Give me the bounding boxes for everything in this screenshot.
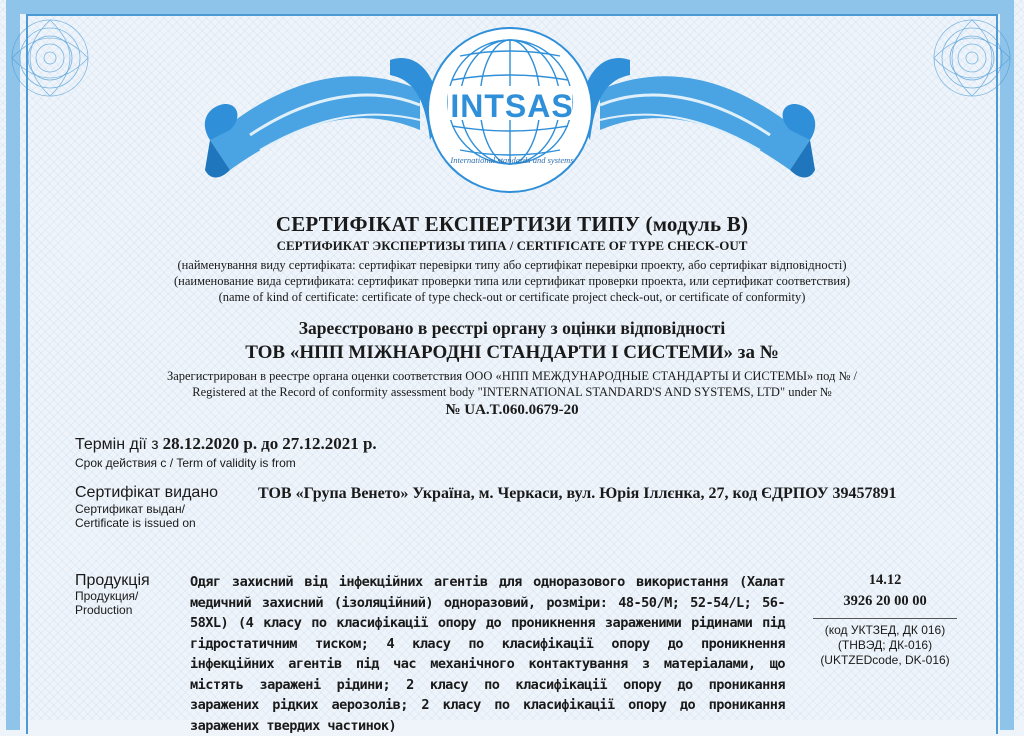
issued-label: Сертифікат видано xyxy=(75,484,219,501)
registry-line-1: Зареєстровано в реєстрі органу з оцінки відповідності xyxy=(298,318,726,338)
code-dk016: 14.12 xyxy=(868,572,902,588)
product-sub-1: Продукция/ xyxy=(75,589,139,603)
product-description: Одяг захисний від інфекційних агентів для одноразового використання (Халат медичний захисний (ізоляційний) одноразовий, розміри: 48-50/M; 52-54/L; 56-58XL) (4 класу по класифікації опору до проникнення зараженими рідинами під гідростатичним тиском; 4 класу по класифікації опору до проникнення інфекційних агентів під час механічного контактування з матеріалами, що містять заражені рідини; 2 класу по класифікації опору до проникання заражених рідких аерозолів; 2 класу по класифікації опору до проникання заражених твердих частинок) xyxy=(190,574,785,734)
registry-line-3: Зарегистрирован в реестре органа оценки соответствия ООО «НПП МЕЖДУНАРОДНЫЕ СТАНДАРТЫ И СИСТЕМЫ» под № / xyxy=(166,369,858,383)
kind-ua: (найменування виду сертифіката: сертифікат перевірки типу або сертифікат перевірки проекту, або сертифікат відповідності) xyxy=(177,258,847,272)
term-to-word: до xyxy=(261,434,279,453)
term-from: 28.12.2020 р. xyxy=(162,434,258,453)
certificate-subtitle: СЕРТИФИКАТ ЭКСПЕРТИЗЫ ТИПА / CERTIFICATE OF TYPE CHECK-OUT xyxy=(276,238,748,253)
issued-value: ТОВ «Група Венето» Україна, м. Черкаси, вул. Юрія Іллєнка, 27, код ЄДРПОУ 39457891 xyxy=(258,485,897,502)
code-sub-2: (ТНВЭД; ДК-016) xyxy=(837,638,933,652)
kind-ru: (наименование вида сертификата: сертификат проверки типа или сертификат проверки проекта, или сертификат соответствия) xyxy=(174,274,850,288)
certificate-title: СЕРТИФІКАТ ЕКСПЕРТИЗИ ТИПУ (модуль В) xyxy=(275,212,749,236)
code-sub-1: (код УКТЗЕД, ДК 016) xyxy=(824,623,946,637)
issued-sub-1: Сертификат выдан/ xyxy=(75,502,185,516)
logo-name: INTSAS xyxy=(450,88,574,124)
kind-en: (name of kind of certificate: certificate of type check-out or certificate project check-out, or certificate of conformity) xyxy=(218,290,806,304)
registry-line-4: Registered at the Record of conformity assessment body "INTERNATIONAL STANDARD'S AND SYSTEMS, LTD" under № xyxy=(192,385,832,399)
rosette-right-icon xyxy=(920,8,1015,118)
product-sub-2: Production xyxy=(75,603,133,617)
issued-sub-2: Certificate is issued on xyxy=(75,516,196,530)
product-label: Продукція xyxy=(75,572,150,589)
product-codes xyxy=(805,570,965,668)
logo-tagline: International standards and systems xyxy=(450,155,574,165)
term-sub: Срок действия с / Term of validity is from xyxy=(75,456,296,470)
rosette-left-icon xyxy=(10,8,100,118)
registry-number: № UA.T.060.0679-20 xyxy=(445,402,579,418)
code-sub-3: (UKTZEDcode, DK-016) xyxy=(820,653,950,667)
term-lead: Термін дії з xyxy=(75,436,159,453)
code-divider xyxy=(813,618,957,619)
term-to: 27.12.2021 р. xyxy=(282,434,377,453)
registry-line-2: ТОВ «НПП МІЖНАРОДНІ СТАНДАРТИ І СИСТЕМИ» за № xyxy=(245,342,779,363)
validity-term xyxy=(75,434,377,454)
code-uktzed: 3926 20 00 00 xyxy=(843,593,927,609)
